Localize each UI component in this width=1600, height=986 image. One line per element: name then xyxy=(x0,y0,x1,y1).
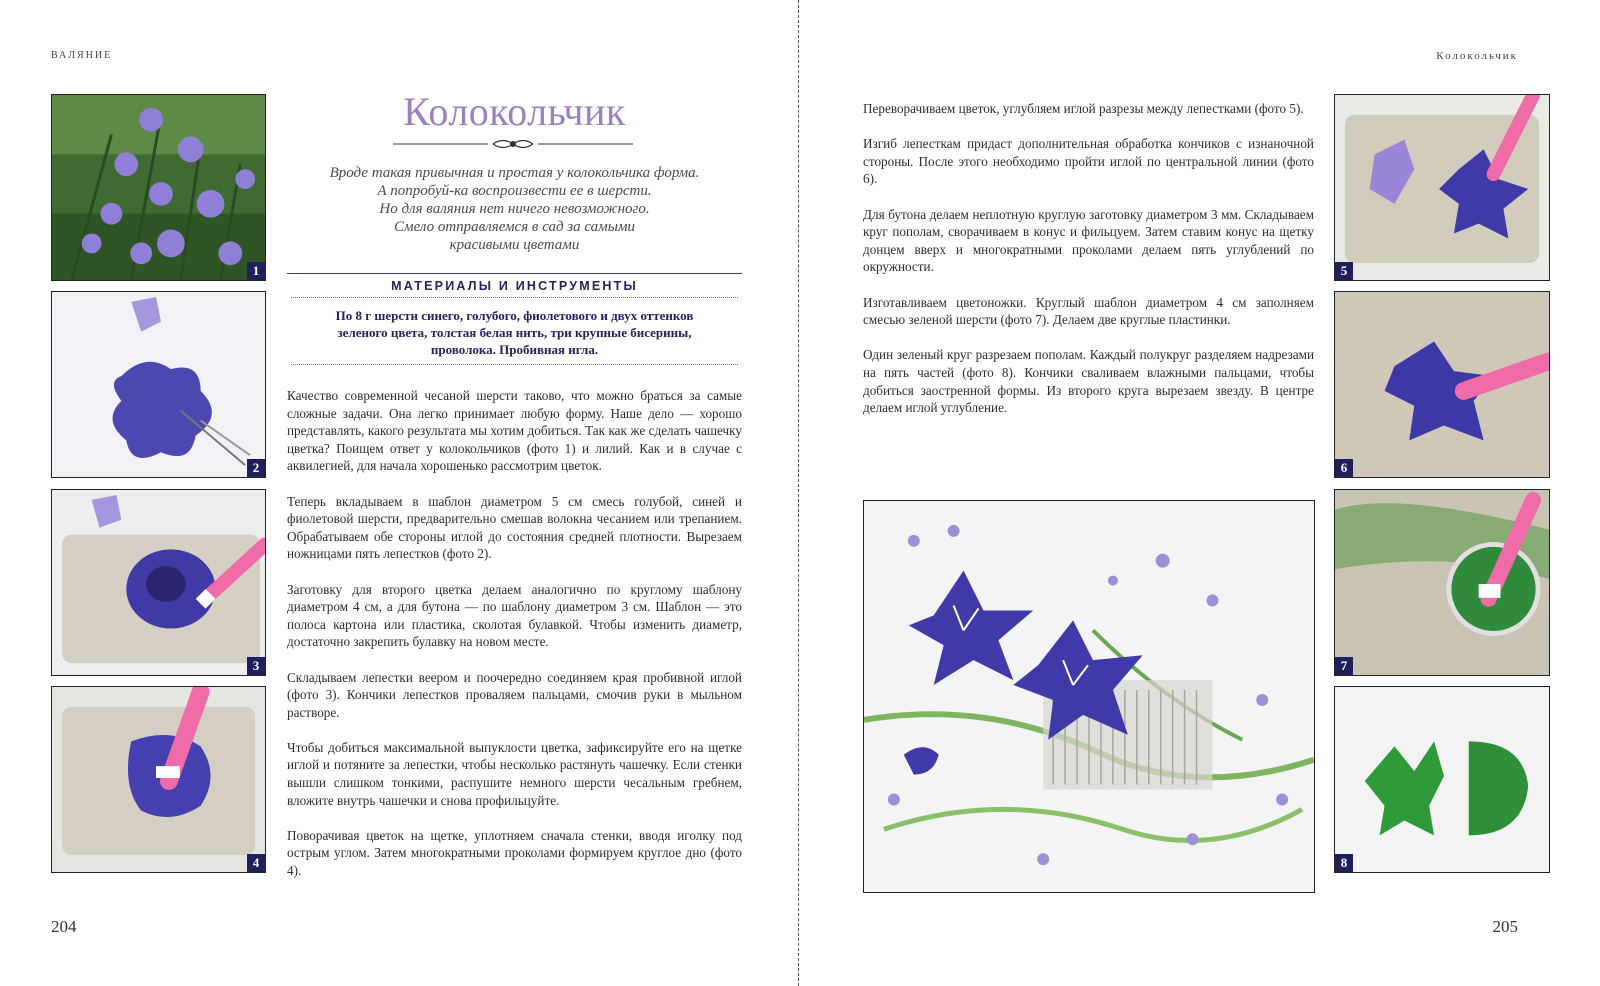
paragraph: Изгиб лепесткам придаст дополнительная обработка кончиков с изнаночной стороны. После этого необходимо пройти иглой по центральной линии (фото 6). xyxy=(863,136,1314,187)
left-body-text xyxy=(287,387,742,897)
page-gutter xyxy=(798,0,799,986)
title-ornament xyxy=(393,137,633,151)
photo-number-5: 5 xyxy=(1335,262,1353,280)
materials-line: проволока. Пробивная игла. xyxy=(430,342,599,357)
photo-number-3: 3 xyxy=(247,657,265,675)
photo-7-stem-template xyxy=(1334,489,1550,676)
photo-6-shaping-tips xyxy=(1334,291,1550,478)
green-sepals-image xyxy=(1335,687,1549,872)
photo-8-green-sepals xyxy=(1334,686,1550,873)
page-number-left: 204 xyxy=(51,917,77,936)
intro-line: Смело отправляемся в сад за самыми xyxy=(394,219,635,235)
photo-number-2: 2 xyxy=(247,459,265,477)
shaping-tips-image xyxy=(1335,292,1549,477)
cuts-image xyxy=(1335,95,1549,280)
paragraph: Теперь вкладываем в шаблон диаметром 5 см смесь голубой, синей и фиолетовой шерсти, предварительно смешав волокна чесанием или трепанием. Обрабатываем обе стороны иглой до состояния средней плотности. Вырезаем ножницами пять лепестков (фото 2). xyxy=(287,493,742,562)
photo-5-cuts xyxy=(1334,94,1550,281)
photo-finished-hair-comb xyxy=(863,500,1315,893)
felt-petals-image xyxy=(52,292,265,477)
paragraph: Для бутона делаем неплотную круглую заготовку диаметром 3 мм. Складываем круг пополам, сворачиваем в конус и фильцуем. Затем ставим конус на щетку донцем вверх и многократными проколами делаем пять углублений по окружности. xyxy=(863,206,1314,275)
materials-line: зеленого цвета, толстая белая нить, три крупные бисерины, xyxy=(337,325,692,340)
intro-line: Вроде такая привычная и простая у колокольчика форма. xyxy=(329,165,700,181)
intro-line: Но для валяния нет ничего невозможного. xyxy=(379,201,650,217)
finished-comb-image xyxy=(864,501,1314,892)
right-body-text xyxy=(863,100,1314,434)
intro-text xyxy=(287,164,742,254)
intro-line: А попробуй-ка воспроизвести ее в шерсти. xyxy=(377,183,652,199)
paragraph: Заготовку для второго цветка делаем аналогично по круглому шаблону диаметром 4 см, а для бутона — по шаблону диаметром 3 см. Шаблон — это полоса картона или пластика, сколотая булавкой. Чтобы изменить диаметр, достаточно закрепить булавку на новом месте. xyxy=(287,581,742,650)
article-title: Колокольчик xyxy=(403,89,626,134)
materials-line: По 8 г шерсти синего, голубого, фиолетового и двух оттенков xyxy=(335,308,694,323)
photo-number-8: 8 xyxy=(1335,854,1353,872)
page-number-right: 205 xyxy=(1492,917,1518,936)
shaping-image xyxy=(52,490,265,675)
stem-template-image xyxy=(1335,490,1549,675)
paragraph: Изготавливаем цветоножки. Круглый шаблон диаметром 4 см заполняем смесью зеленой шерсти (фото 7). Делаем две круглые пластинки. xyxy=(863,294,1314,328)
materials-rule xyxy=(287,273,742,274)
running-head-right: Колокольчик xyxy=(1436,50,1518,62)
materials-dotted-rule-top xyxy=(291,297,738,298)
paragraph: Поворачивая цветок на щетке, уплотняем сначала стенки, вводя иголку под острым углом. Затем многократными проколами формируем круглое дно (фото 4). xyxy=(287,827,742,879)
paragraph: Один зеленый круг разрезаем пополам. Каждый полукруг разделяем надрезами на пять частей (фото 8). Кончики сваливаем влажными пальцами, чтобы добиться заостренной формы. Из второго круга вырезаем звезду. В центре делаем иглой углубление. xyxy=(863,347,1314,416)
photo-number-7: 7 xyxy=(1335,657,1353,675)
paragraph: Переворачиваем цветок, углубляем иглой разрезы между лепестками (фото 5). xyxy=(863,101,1304,116)
forming-bottom-image xyxy=(52,687,265,872)
photo-2-felt-petals xyxy=(51,291,266,478)
materials-heading: МАТЕРИАЛЫ И ИНСТРУМЕНТЫ xyxy=(391,279,638,293)
paragraph: Складываем лепестки веером и поочередно соединяем края пробивной иглой (фото 3). Кончики лепестков проваляем пальцами, смочив руки в мыльном растворе. xyxy=(287,669,742,720)
photo-1-bellflowers xyxy=(51,94,266,281)
materials-list xyxy=(287,307,742,358)
photo-number-6: 6 xyxy=(1335,459,1353,477)
intro-line: красивыми цветами xyxy=(449,237,580,253)
photo-3-shaping xyxy=(51,489,266,676)
paragraph: Чтобы добиться максимальной выпуклости цветка, зафиксируйте его на щетке иглой и потяните за лепестки, чтобы несколько растянуть чашечку. Если стенки вышли слишком тонкими, распушите немного шерсти чесальным гребнем, вложите внутрь чашечки и снова профильцуйте. xyxy=(287,739,742,808)
materials-dotted-rule-bottom xyxy=(291,364,738,365)
photo-4-forming-bottom xyxy=(51,686,266,873)
paragraph: Качество современной чесаной шерсти таково, что можно браться за самые сложные задачи. Она легко принимает любую форму. Наше дело — хорошо представлять, какого результата мы хотим добиться. Так как же сделать чашечку цветка? Поищем ответ у колокольчиков (фото 1) и лилий. Как и в случае с аквилегией, для начала хорошенько рассмотрим цветок. xyxy=(287,388,742,474)
photo-number-1: 1 xyxy=(247,262,265,280)
photo-number-4: 4 xyxy=(247,854,265,872)
running-head-left: ВАЛЯНИЕ xyxy=(51,50,113,61)
bellflowers-image xyxy=(52,95,265,280)
